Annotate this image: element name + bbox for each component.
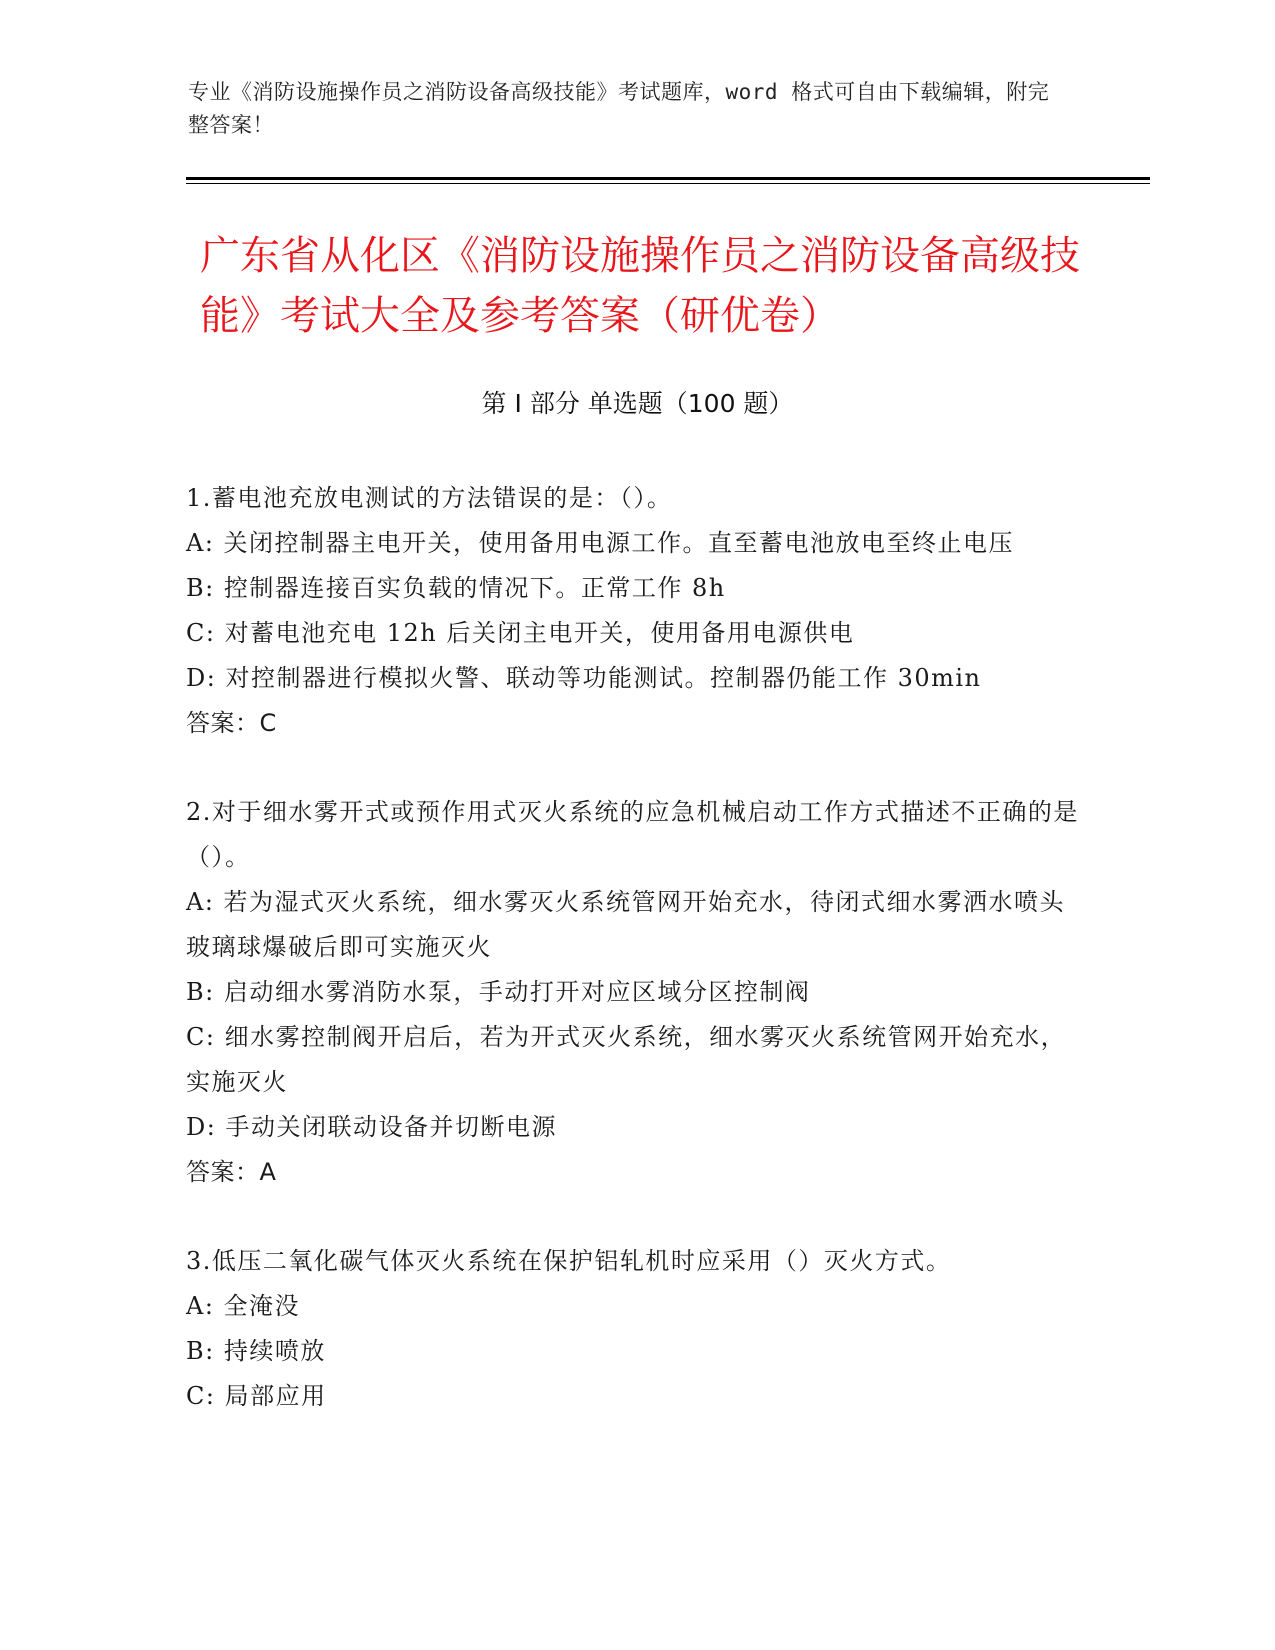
option-d: D: 手动关闭联动设备并切断电源 <box>186 1113 557 1141</box>
question-stem: 3.低压二氧化碳气体灭火系统在保护铝轧机时应采用（）灭火方式。 <box>186 1247 952 1275</box>
option-c: C: 对蓄电池充电 12h 后关闭主电开关，使用备用电源供电 <box>186 619 855 647</box>
header-note: 专业《消防设施操作员之消防设备高级技能》考试题库，word 格式可自由下载编辑，附完整答案！ <box>188 80 1050 137</box>
answer: 答案：C <box>186 709 277 737</box>
option-a: A: 全淹没 <box>186 1292 301 1320</box>
document-title: 广东省从化区《消防设施操作员之消防设备高级技能》考试大全及参考答案（研优卷） <box>200 233 1080 339</box>
question-stem: 2.对于细水雾开式或预作用式灭火系统的应急机械启动工作方式描述不正确的是（）。 <box>186 798 1079 871</box>
question-3 <box>186 1239 1086 1419</box>
answer: 答案：A <box>186 1158 277 1186</box>
question-stem: 1.蓄电池充放电测试的方法错误的是：（）。 <box>186 484 673 512</box>
header-rule-thin <box>186 183 1150 184</box>
option-b: B: 控制器连接百实负载的情况下。正常工作 8h <box>186 574 726 602</box>
question-1 <box>186 476 1086 746</box>
option-d: D: 对控制器进行模拟火警、联动等功能测试。控制器仍能工作 30min <box>186 664 982 692</box>
question-2 <box>186 790 1086 1195</box>
header-rule-thick <box>186 177 1150 180</box>
option-a: A: 关闭控制器主电开关，使用备用电源工作。直至蓄电池放电至终止电压 <box>186 529 1015 557</box>
option-c: C: 细水雾控制阀开启后，若为开式灭火系统，细水雾灭火系统管网开始充水，实施灭火 <box>186 1023 1067 1096</box>
option-c: C: 局部应用 <box>186 1382 327 1410</box>
option-b: B: 持续喷放 <box>186 1337 326 1365</box>
section-title: 第 I 部分 单选题（100 题） <box>481 389 794 418</box>
question-list <box>186 476 1086 1463</box>
option-b: B: 启动细水雾消防水泵，手动打开对应区域分区控制阀 <box>186 978 811 1006</box>
option-a: A: 若为湿式灭火系统，细水雾灭火系统管网开始充水，待闭式细水雾洒水喷头玻璃球爆破后即可实施灭火 <box>186 888 1066 961</box>
